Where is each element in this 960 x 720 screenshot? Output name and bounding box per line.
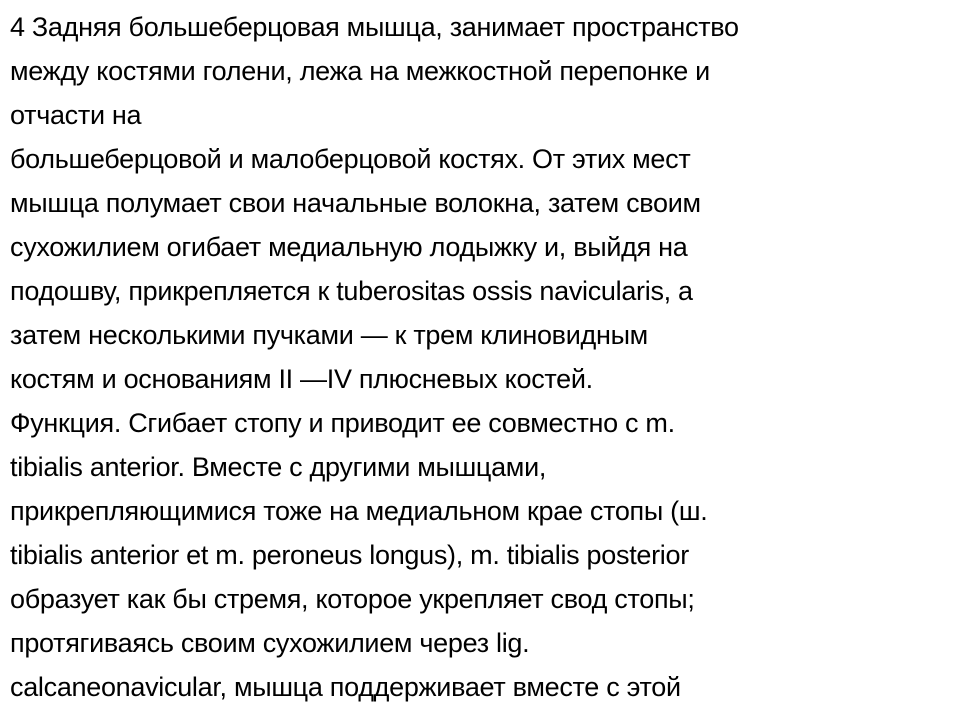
text-line: прикрепляющимися тоже на медиальном крае стопы (ш. <box>10 496 708 526</box>
text-line: tibialis anterior et m. peroneus longus), m. tibialis posterior <box>10 540 689 570</box>
text-line: 4 Задняя большеберцовая мышца, занимает пространство <box>10 12 739 42</box>
text-line: отчасти на <box>10 100 142 130</box>
text-line: костям и основаниям II —IV плюсневых костей. <box>10 364 593 394</box>
text-line: сухожилием огибает медиальную лодыжку и, выйдя на <box>10 232 688 262</box>
text-line: между костями голени, лежа на межкостной перепонке и <box>10 56 710 86</box>
text-line: Функция. Сгибает стопу и приводит ее совместно с m. <box>10 408 675 438</box>
text-line: протягиваясь своим сухожилием через lig. <box>10 628 530 658</box>
text-line: подошву, прикрепляется к tuberositas ossis navicularis, а <box>10 276 693 306</box>
text-line: затем несколькими пучками — к трем клиновидным <box>10 320 648 350</box>
text-line: мышца полумает свои начальные волокна, затем своим <box>10 188 701 218</box>
text-line: tibialis anterior. Вместе с другими мышцами, <box>10 452 547 482</box>
body-text <box>10 5 955 709</box>
text-line: большеберцовой и малоберцовой костях. От этих мест <box>10 144 691 174</box>
text-line: calcaneonavicular, мышца поддерживает вместе с этой <box>10 672 681 702</box>
text-line: образует как бы стремя, которое укрепляет свод стопы; <box>10 584 695 614</box>
